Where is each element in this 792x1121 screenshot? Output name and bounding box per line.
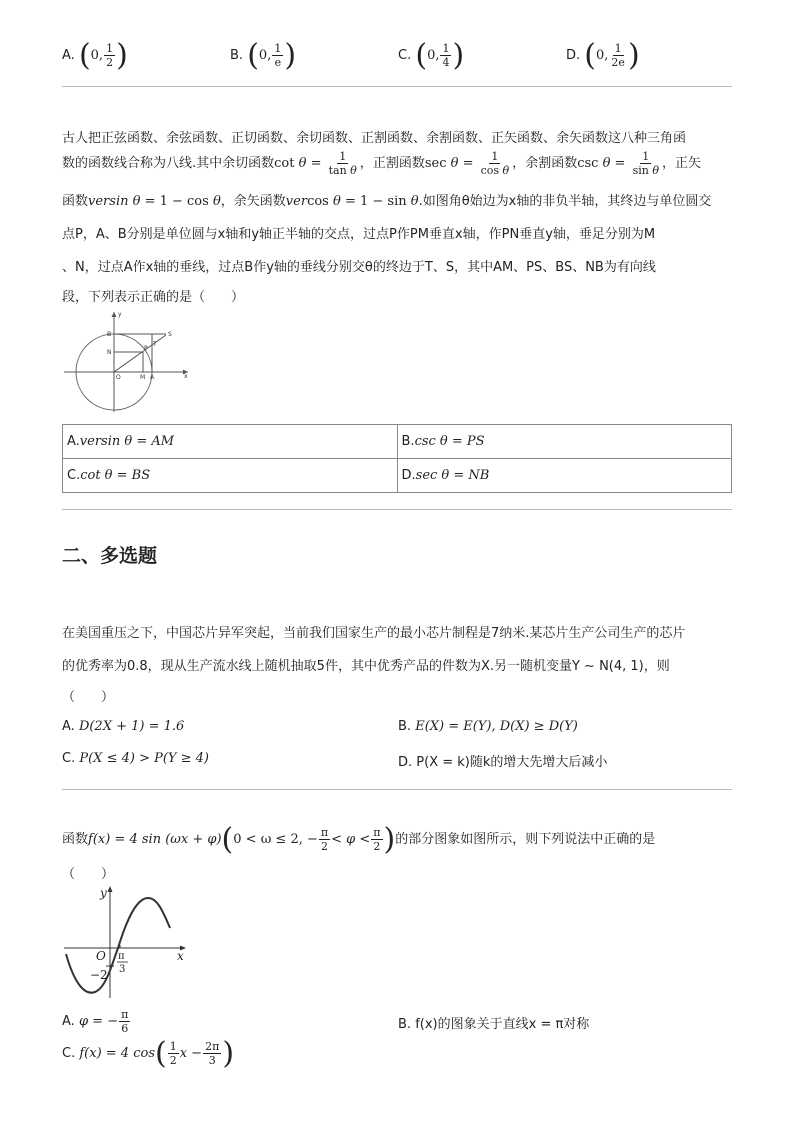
q3-line1: 函数f(x) = 4 sin (ωx + φ)(0 < ω ≤ 2, − $\frac{\pi}{2}$ < φ < $\frac{\pi}{2}$ )的部分图象如图所示，则下列说法中正确的是 (62, 822, 656, 857)
q2-option-c[interactable]: C. P(X ≤ 4) > P(Y ≥ 4) (62, 751, 209, 766)
fig-label-o: O (116, 374, 121, 381)
q1-line4: 点P，A、B分别是单位圆与x轴和y轴正半轴的交点，过点P作PM垂直x轴，作PN垂直y轴，垂足分别为M (62, 227, 656, 242)
q2-line2: 的优秀率为0.8，现从生产流水线上随机抽取5件，其中优秀产品的件数为X.另一随机变量Y ∼ N(4, 1)，则 (62, 659, 670, 674)
fig-label-n: N (107, 349, 112, 356)
q1-line3: 函数versin θ = 1 − cos θ，余矢函数vercos θ = 1 − sin θ.如图角θ始边为x轴的非负半轴，其终边与单位圆交 (62, 194, 712, 209)
q2-line1: 在美国重压之下，中国芯片异军突起，当前我们国家生产的最小芯片制程是7纳米.某芯片生产公司生产的芯片 (62, 626, 686, 641)
prev-option-d[interactable]: D. (0, $\frac{1}{2e}$ ) (566, 38, 640, 73)
y-axis-arrow (112, 312, 117, 317)
prev-option-a[interactable]: A. (0, $\frac{1}{2}$ ) (62, 38, 128, 73)
fig-label-b: B (107, 331, 112, 338)
q3-option-c[interactable]: C. f(x) = 4 cos( $\frac{1}{2}$ x − $\frac{2\pi}{3}$ ) (62, 1036, 235, 1071)
fig-label-t: T (153, 341, 157, 348)
q1-option-a[interactable]: A.versin θ = AM (63, 425, 398, 459)
fig-label-x: x (177, 949, 184, 963)
fig-label-neg2: −2 (90, 968, 108, 982)
fig-label-x: x (184, 373, 188, 380)
q1-options-table (62, 424, 732, 493)
q1-option-d[interactable]: D.sec θ = NB (397, 459, 732, 493)
q1-option-c[interactable]: C.cot θ = BS (63, 459, 398, 493)
unit-circle-figure (62, 308, 192, 416)
fig-label-m: M (140, 374, 146, 381)
fig-label-y: y (118, 311, 122, 318)
q1-option-b[interactable]: B.csc θ = PS (397, 425, 732, 459)
sine-graph-figure (62, 882, 192, 1000)
fig-label-pi: π (118, 951, 125, 962)
q2-option-a[interactable]: A. D(2X + 1) = 1.6 (62, 719, 185, 734)
fig-label-y: y (100, 886, 107, 900)
fig-label-3: 3 (119, 964, 126, 975)
q3-option-b[interactable]: B. f(x)的图象关于直线x = π对称 (398, 1017, 590, 1032)
fig-label-o: O (96, 949, 106, 963)
fig-label-a: A (150, 374, 155, 381)
q2-option-b[interactable]: B. E(X) = E(Y), D(X) ≥ D(Y) (398, 719, 578, 734)
q3-option-a[interactable]: A. φ = − $\frac{\pi}{6}$ (62, 1008, 129, 1035)
q1-line1: 古人把正弦函数、余弦函数、正切函数、余切函数、正割函数、余割函数、正矢函数、余矢函数这八种三角函 (62, 131, 687, 146)
divider (62, 789, 732, 790)
prev-option-c[interactable]: C. (0, $\frac{1}{4}$ ) (398, 38, 465, 73)
q3-line2: （ ） (62, 867, 115, 882)
q2-line3: （ ） (62, 690, 115, 705)
prev-option-b[interactable]: B. (0, $\frac{1}{e}$ ) (230, 38, 297, 73)
divider (62, 86, 732, 87)
terminal-side (114, 335, 166, 372)
q2-option-d[interactable]: D. P(X = k)随k的增大先增大后减小 (398, 755, 608, 770)
fig-label-p: P (144, 345, 148, 352)
y-axis-arrow (108, 886, 113, 892)
section-title: 二、多选题 (62, 545, 158, 567)
divider (62, 509, 732, 510)
fig-label-s: S (168, 331, 172, 338)
q1-line6: 段，下列表示正确的是（ ） (62, 290, 245, 305)
q1-line5: 、N，过点A作x轴的垂线，过点B作y轴的垂线分别交θ的终边于T、S，其中AM、PS、BS、NB为有向线 (62, 260, 656, 275)
sine-curve (66, 898, 170, 993)
q1-line2: 数的函数线合称为八线.其中余切函数cot θ = $\frac{1}{\text{tan θ}}$ ，正割函数sec θ = $\frac{1}{\text{cos θ}}$ ，余割函数csc θ = $\frac{1}{\text{sin θ}}$ ，正矢 (62, 150, 701, 177)
